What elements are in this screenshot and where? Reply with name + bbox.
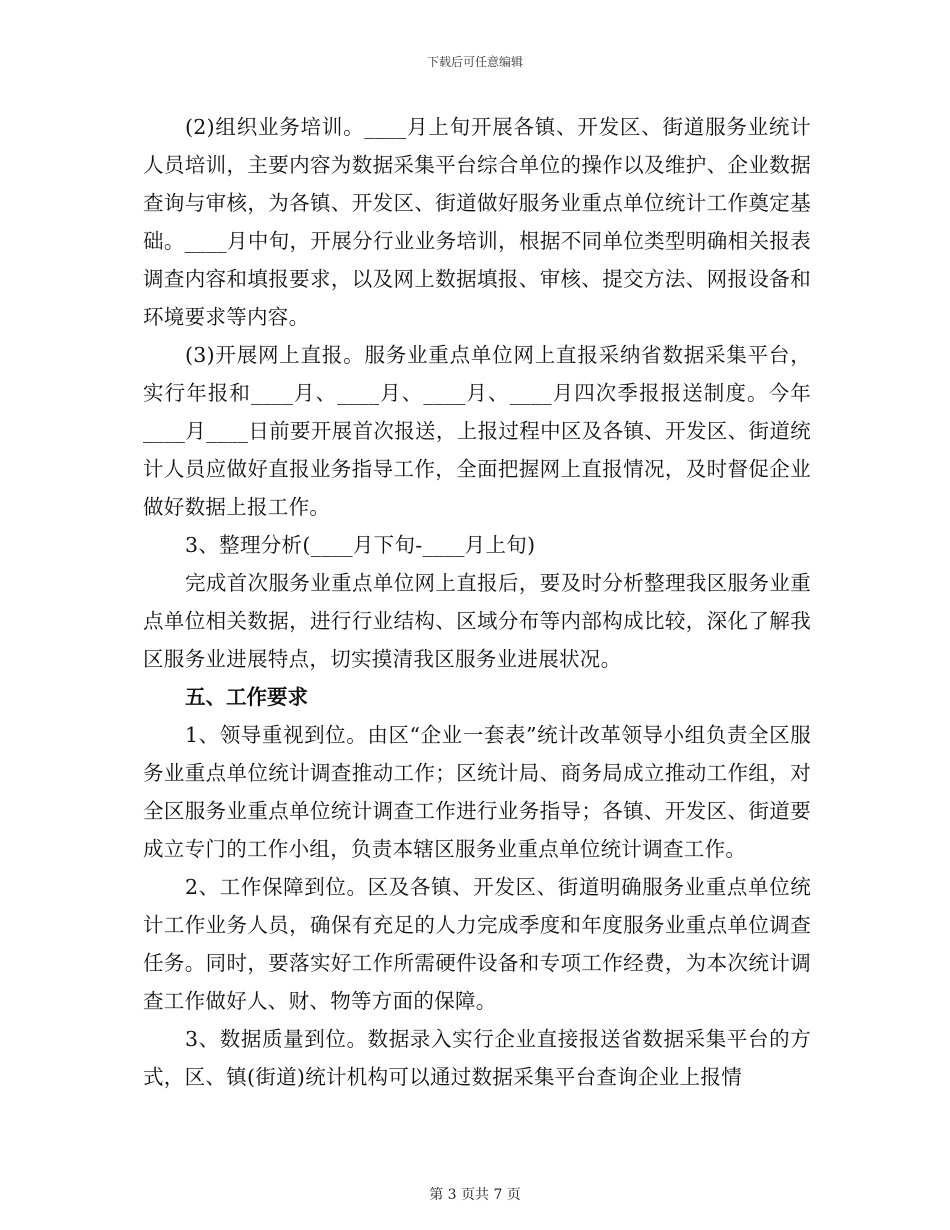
paragraph-online-reporting: (3)开展网上直报。服务业重点单位网上直报采纳省数据采集平台，实行年报和____月、____月、____月、____月四次季报报送制度。今年____月____日前要开展首次报送，上报过程中区及各镇、开发区、街道统计人员应做好直报业务指导工作，全面把握网上直报情况，及时督促企业做好数据上报工作。 <box>143 343 811 519</box>
paragraph-business-training: (2)组织业务培训。____月上旬开展各镇、开发区、街道服务业统计人员培训，主要内容为数据采集平台综合单位的操作以及维护、企业数据查询与审核，为各镇、开发区、街道做好服务业重点单位统计工作奠定基础。____月中旬，开展分行业业务培训，根据不同单位类型明确相关报表调查内容和填报要求，以及网上数据填报、审核、提交方法、网报设备和环境要求等内容。 <box>143 115 811 329</box>
paragraph-analysis: 完成首次服务业重点单位网上直报后，要及时分析整理我区服务业重点单位相关数据，进行行业结构、区域分布等内部构成比较，深化了解我区服务业进展特点，切实摸清我区服务业进展状况。 <box>143 571 811 671</box>
paragraph-analysis-heading: 3、整理分析(____月下旬-____月上旬) <box>185 533 536 557</box>
paragraph-leadership: 1、领导重视到位。由区“企业一套表”统计改革领导小组负责全区服务业重点单位统计调查推动工作；区统计局、商务局成立推动工作组，对全区服务业重点单位统计调查工作进行业务指导；各镇、开发区、街道要成立专门的工作小组，负责本辖区服务业重点单位统计调查工作。 <box>143 723 811 861</box>
page-header: 下载后可任意编辑 <box>426 55 523 69</box>
document-body <box>143 108 811 1096</box>
section-heading-work-requirements: 五、工作要求 <box>185 685 308 709</box>
paragraph-data-quality: 3、数据质量到位。数据录入实行企业直接报送省数据采集平台的方式，区、镇(街道)统计机构可以通过数据采集平台查询企业上报情 <box>143 1027 811 1089</box>
paragraph-guarantee: 2、工作保障到位。区及各镇、开发区、街道明确服务业重点单位统计工作业务人员，确保有充足的人力完成季度和年度服务业重点单位调查任务。同时，要落实好工作所需硬件设备和专项工作经费，为本次统计调查工作做好人、财、物等方面的保障。 <box>143 875 811 1013</box>
page-footer: 第 3 页共 7 页 <box>429 1187 521 1203</box>
